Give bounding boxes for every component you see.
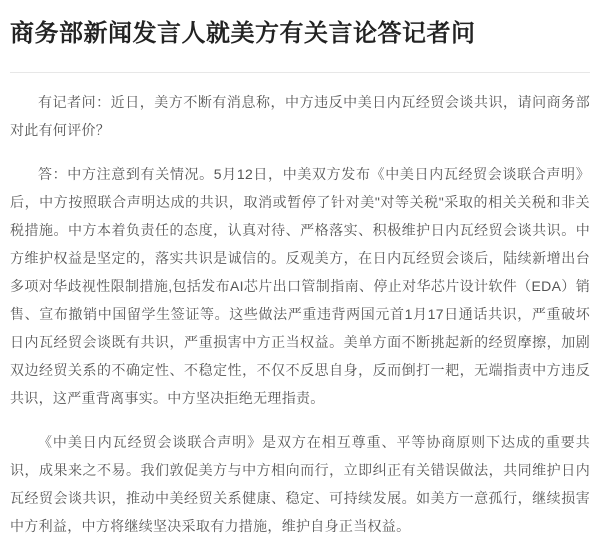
paragraph-answer-part-1: 答：中方注意到有关情况。5月12日，中美双方发布《中美日内瓦经贸会谈联合声明》后，中方按照联合声明达成的共识，取消或暂停了针对美"对等关税"采取的相关关税和非关税措施。中方本着负责任的态度，认真对待、严格落实、积极维护日内瓦经贸会谈共识。中方维护权益是坚定的，落实共识是诚信的。反观美方，在日内瓦经贸会谈后，陆续新增出台多项对华歧视性限制措施,包括发布AI芯片出口管制指南、停止对华芯片设计软件（EDA）销售、宣布撤销中国留学生签证等。这些做法严重违背两国元首1月17日通话共识，严重破坏日内瓦经贸会谈既有共识，严重损害中方正当权益。美单方面不断挑起新的经贸摩擦，加剧双边经贸关系的不确定性、不稳定性，不仅不反思自身，反而倒打一耙，无端指责中方违反共识，这严重背离事实。中方坚决拒绝无理指责。 (10, 166, 590, 406)
paragraph-reporter-question: 有记者问：近日，美方不断有消息称，中方违反中美日内瓦经贸会谈共识，请问商务部对此有何评价？ (10, 94, 590, 138)
article-body (10, 88, 590, 540)
article (0, 18, 600, 540)
paragraph-answer-part-2: 《中美日内瓦经贸会谈联合声明》是双方在相互尊重、平等协商原则下达成的重要共识，成果来之不易。我们敦促美方与中方相向而行，立即纠正有关错误做法，共同维护日内瓦经贸会谈共识，推动中美经贸关系健康、稳定、可持续发展。如美方一意孤行，继续损害中方利益，中方将继续坚决采取有力措施，维护自身正当权益。 (10, 434, 590, 534)
title-divider (10, 72, 590, 73)
article-title: 商务部新闻发言人就美方有关言论答记者问 (10, 20, 476, 47)
